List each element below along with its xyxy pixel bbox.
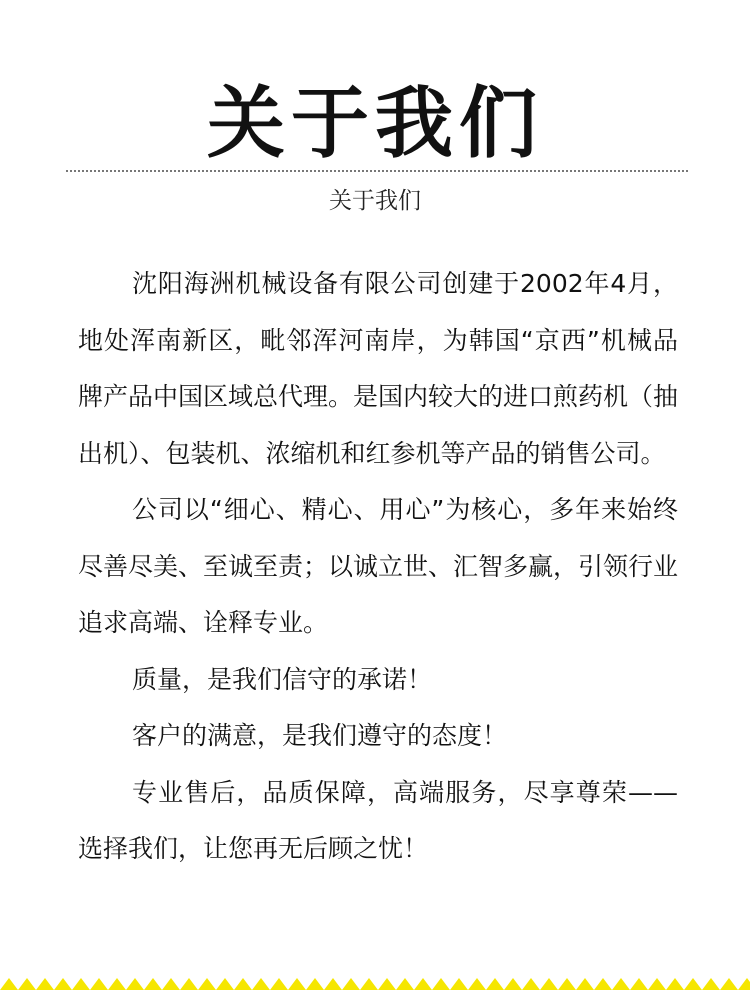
philosophy-paragraph: 公司以“细心、精心、用心”为核心，多年来始终尽善尽美、至诚至责；以诚立世、汇智多赢，引领行业追求高端、诠释专业。: [78, 495, 679, 637]
page-subtitle: 关于我们: [329, 188, 421, 214]
intro-paragraph: 沈阳海洲机械设备有限公司创建于2002年4月， 地处浑南新区，毗邻浑河南岸，为韩国“京西”机械品牌产品中国区域总代理。是国内较大的进口煎药机（抽出机）、包装机、浓缩机和红参机等产品的销售公司。: [78, 269, 679, 468]
quality-statement: 质量，是我们信守的承诺！: [132, 664, 433, 694]
service-statement: 专业售后，品质保障，高端服务，尽享尊荣——选择我们，让您再无后顾之忧！: [78, 777, 678, 863]
yellow-zigzag-border: [0, 978, 750, 990]
body-text: [78, 256, 678, 878]
dotted-divider: [66, 170, 688, 172]
page-title: 关于我们: [206, 79, 543, 169]
customer-statement: 客户的满意，是我们遵守的态度！: [132, 721, 508, 750]
